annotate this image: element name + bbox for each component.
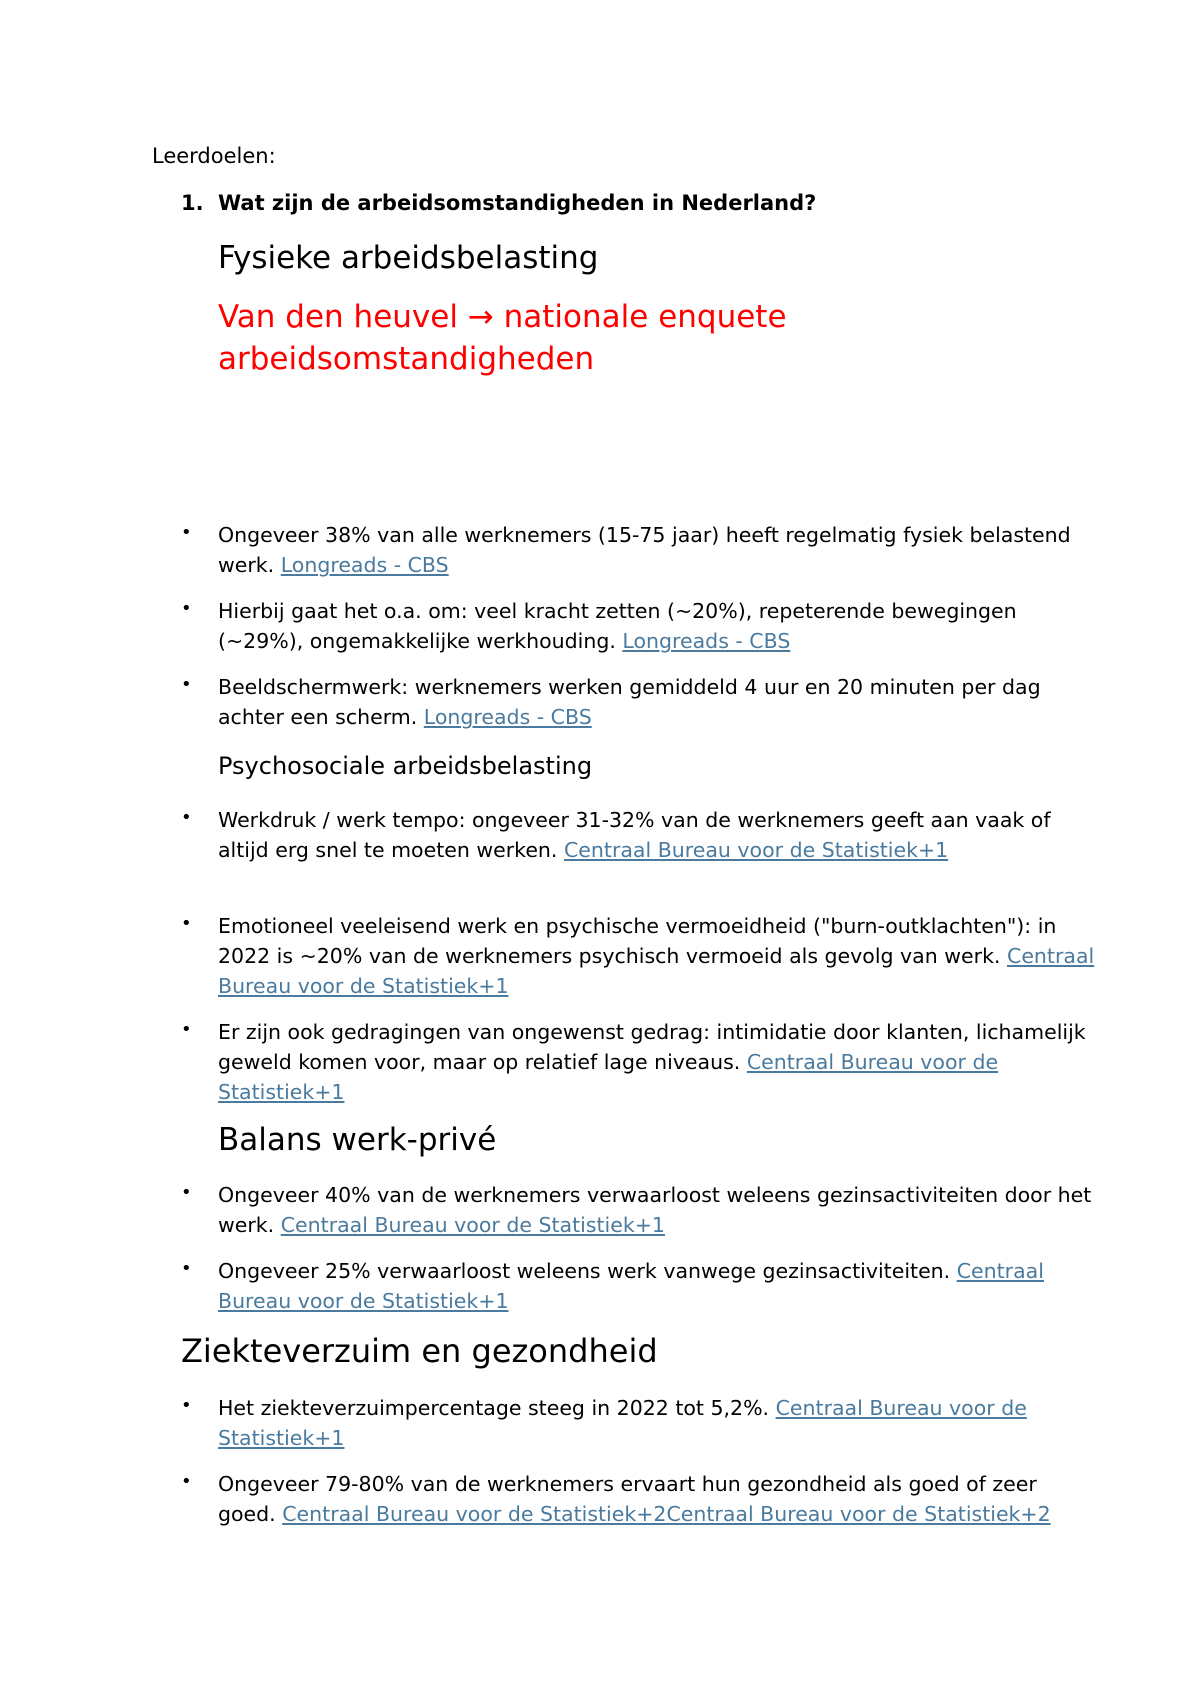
- bullet-icon: •: [181, 674, 192, 695]
- item-text: Ongeveer 79-80% van de werknemers ervaart hun gezondheid als goed of zeer goed.: [218, 1472, 1037, 1526]
- intro-label: Leerdoelen:: [152, 144, 276, 168]
- red-note-line-1: Van den heuvel → nationale enquete: [218, 299, 787, 335]
- bullet-icon: •: [181, 1019, 192, 1040]
- item-text: Ongeveer 25% verwaarloost weleens werk vanwege gezinsactiviteiten.: [218, 1259, 951, 1283]
- source-link[interactable]: Centraal Bureau voor de Statistiek+1: [218, 1396, 1027, 1450]
- item-text: Beeldschermwerk: werknemers werken gemiddeld 4 uur en 20 minuten per dag achter een scherm.: [218, 675, 1041, 729]
- source-link[interactable]: Centraal Bureau voor de Statistiek+1: [563, 838, 949, 862]
- list-item-text: [218, 911, 1098, 1001]
- source-link[interactable]: Centraal Bureau voor de Statistiek+1: [218, 944, 1095, 998]
- source-link[interactable]: Longreads - CBS: [423, 705, 592, 729]
- item-text: Ongeveer 38% van alle werknemers (15-75 jaar) heeft regelmatig fysiek belastend werk.: [218, 523, 1071, 577]
- question-number: 1.: [181, 191, 204, 215]
- question-heading: Wat zijn de arbeidsomstandigheden in Nederland?: [218, 191, 817, 215]
- item-text: Ongeveer 40% van de werknemers verwaarloost weleens gezinsactiviteiten door het werk.: [218, 1183, 1092, 1237]
- list-item-text: [218, 1180, 1098, 1240]
- red-note: [218, 296, 787, 380]
- bullet-icon: •: [181, 1258, 192, 1279]
- bullet-icon: •: [181, 1471, 192, 1492]
- source-link[interactable]: Centraal Bureau voor de Statistiek+1: [280, 1213, 665, 1237]
- item-text: Werkdruk / werk tempo: ongeveer 31-32% van de werknemers geeft aan vaak of altijd erg snel te moeten werken.: [218, 808, 1051, 862]
- item-text: Het ziekteverzuimpercentage steeg in 2022 tot 5,2%.: [218, 1396, 770, 1420]
- list-item-text: [218, 672, 1098, 732]
- source-link[interactable]: Longreads - CBS: [280, 553, 449, 577]
- bullet-icon: •: [181, 522, 192, 543]
- section-heading-ziekte: Ziekteverzuim en gezondheid: [181, 1332, 658, 1370]
- bullet-icon: •: [181, 1395, 192, 1416]
- list-item-text: [218, 1469, 1098, 1529]
- bullet-icon: •: [181, 1182, 192, 1203]
- source-link[interactable]: Centraal Bureau voor de Statistiek+1: [218, 1259, 1044, 1313]
- bullet-icon: •: [181, 913, 192, 934]
- bullet-icon: •: [181, 807, 192, 828]
- source-link[interactable]: Longreads - CBS: [622, 629, 791, 653]
- list-item-text: [218, 1017, 1098, 1107]
- section-heading-psycho: Psychosociale arbeidsbelasting: [218, 752, 593, 780]
- list-item-text: [218, 1256, 1098, 1316]
- bullet-icon: •: [181, 598, 192, 619]
- list-item-text: [218, 596, 1098, 656]
- list-item-text: [218, 805, 1098, 865]
- item-text: Emotioneel veeleisend werk en psychische vermoeidheid ("burn-outklachten"): in 2022 is ~20% van de werknemers psychisch vermoeid als gevolg van werk.: [218, 914, 1057, 968]
- item-text: Er zijn ook gedragingen van ongewenst gedrag: intimidatie door klanten, lichamelijk geweld komen voor, maar op relatief lage niveaus.: [218, 1020, 1086, 1074]
- source-link[interactable]: Centraal Bureau voor de Statistiek+2Centraal Bureau voor de Statistiek+2: [282, 1502, 1051, 1526]
- section-heading-balans: Balans werk-privé: [218, 1122, 497, 1158]
- red-note-line-2: arbeidsomstandigheden: [218, 341, 595, 377]
- item-text: Hierbij gaat het o.a. om: veel kracht zetten (~20%), repeterende bewegingen (~29%), ongemakkelijke werkhouding.: [218, 599, 1017, 653]
- source-link[interactable]: Centraal Bureau voor de Statistiek+1: [218, 1050, 999, 1104]
- list-item-text: [218, 520, 1098, 580]
- section-heading-fysiek: Fysieke arbeidsbelasting: [218, 240, 599, 276]
- list-item-text: [218, 1393, 1098, 1453]
